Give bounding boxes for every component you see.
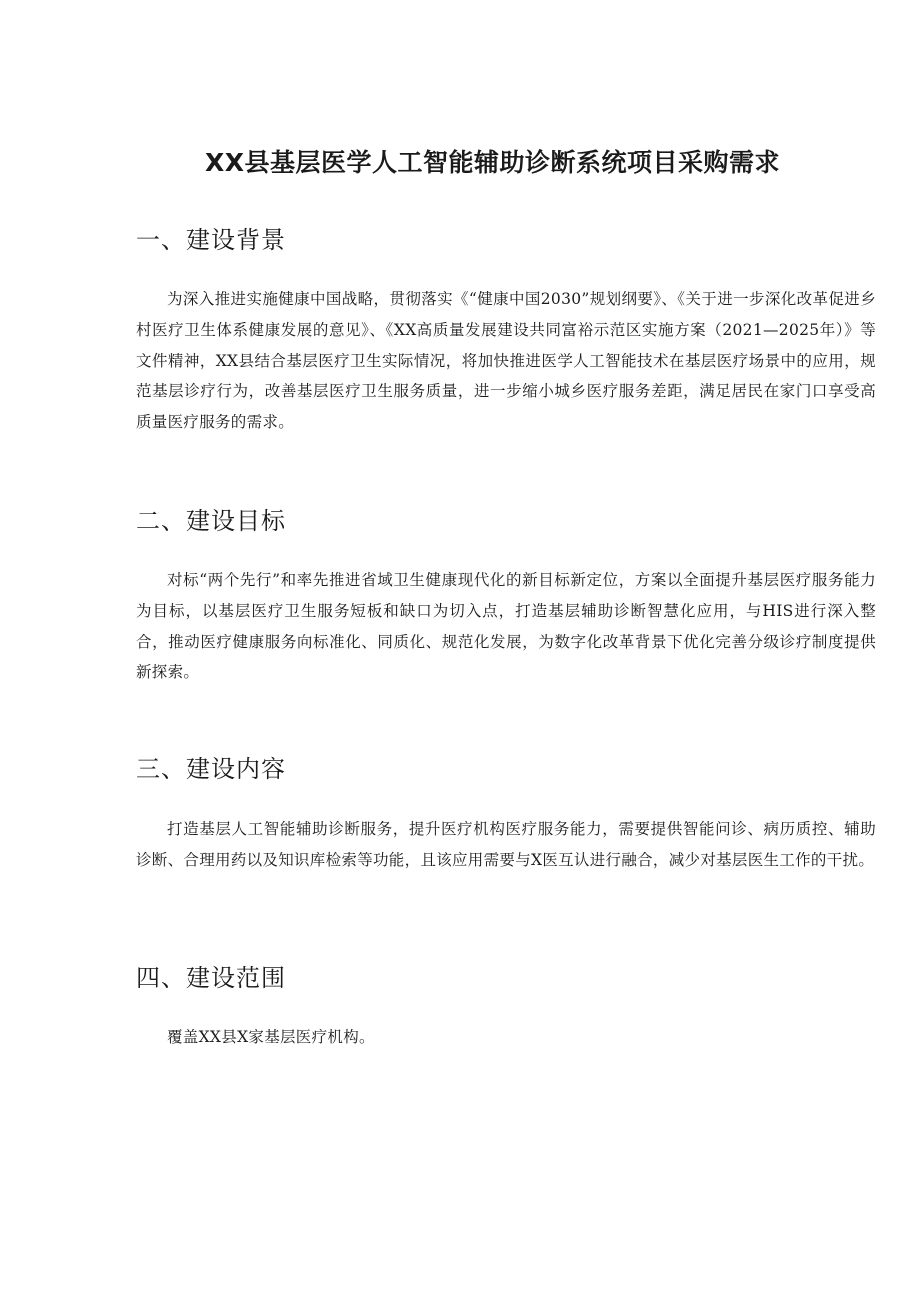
section-body-background: 为深入推进实施健康中国战略，贯彻落实《“健康中国2030”规划纲要》、《关于进一步深化改革促进乡村医疗卫生体系健康发展的意见》、《XX高质量发展建设共同富裕示范区实施方案（2021—2025年）》等文件精神，XX县结合基层医疗卫生实际情况，将加快推进医学人工智能技术在基层医疗场景中的应用，规范基层诊疗行为，改善基层医疗卫生服务质量，进一步缩小城乡医疗服务差距，满足居民在家门口享受高质量医疗服务的需求。 [136, 290, 876, 432]
document-title: XX县基层医学人工智能辅助诊断系统项目采购需求 [204, 148, 781, 177]
section-heading-background: 一、建设背景 [136, 226, 286, 254]
section-heading-content: 三、建设内容 [136, 755, 286, 783]
section-heading-goals: 二、建设目标 [136, 507, 286, 535]
section-heading-scope: 四、建设范围 [136, 964, 286, 992]
section-body-goals: 对标“两个先行”和率先推进省域卫生健康现代化的新目标新定位，方案以全面提升基层医疗服务能力为目标，以基层医疗卫生服务短板和缺口为切入点，打造基层辅助诊断智慧化应用，与HIS进行深入整合，推动医疗健康服务向标准化、同质化、规范化发展，为数字化改革背景下优化完善分级诊疗制度提供新探索。 [136, 571, 876, 682]
section-body-content: 打造基层人工智能辅助诊断服务，提升医疗机构医疗服务能力，需要提供智能问诊、病历质控、辅助诊断、合理用药以及知识库检索等功能，且该应用需要与X医互认进行融合，减少对基层医生工作的干扰。 [136, 820, 876, 869]
section-body-scope: 覆盖XX县X家基层医疗机构。 [167, 1028, 375, 1046]
